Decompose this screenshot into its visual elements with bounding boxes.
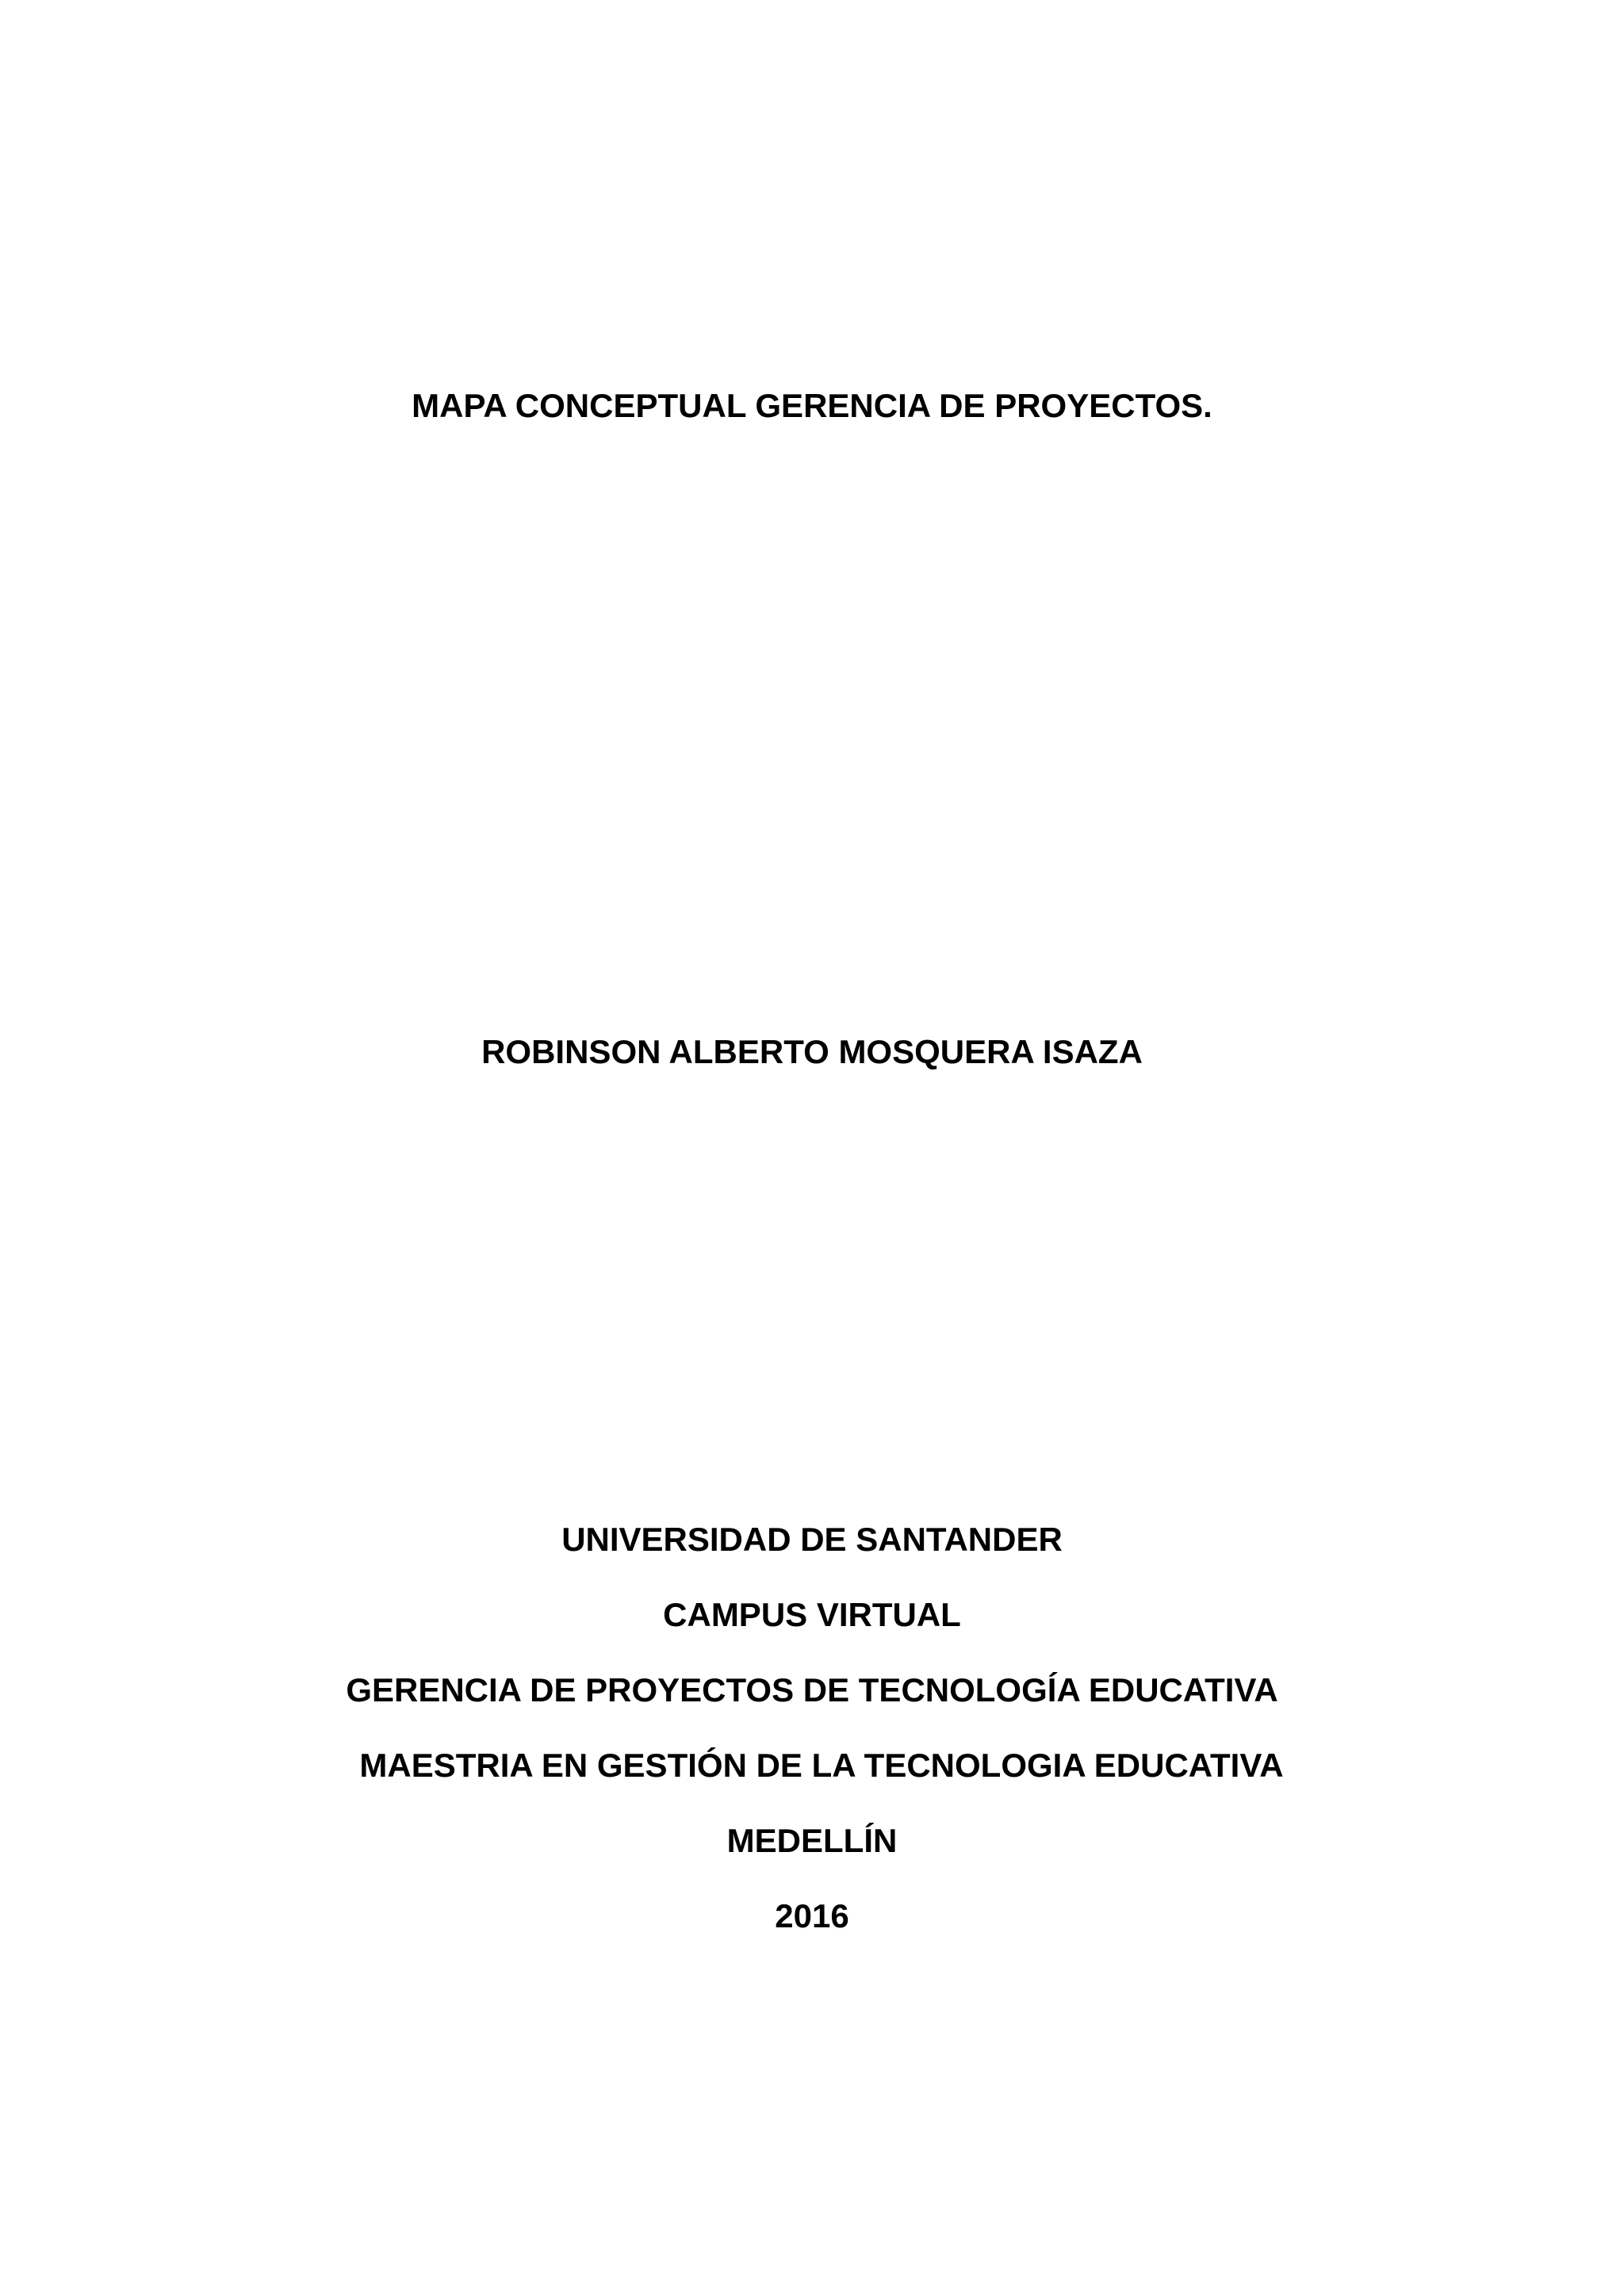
document-title: MAPA CONCEPTUAL GERENCIA DE PROYECTOS.: [412, 387, 1212, 424]
city-name: MEDELLÍN: [726, 1822, 898, 1859]
year: 2016: [775, 1897, 849, 1934]
author-name: ROBINSON ALBERTO MOSQUERA ISAZA: [481, 1033, 1143, 1070]
course-name: GERENCIA DE PROYECTOS DE TECNOLOGÍA EDUCATIVA: [346, 1671, 1278, 1709]
campus-name: CAMPUS VIRTUAL: [663, 1596, 961, 1633]
program-name: MAESTRIA EN GESTIÓN DE LA TECNOLOGIA EDUCATIVA: [359, 1747, 1284, 1784]
university-name: UNIVERSIDAD DE SANTANDER: [561, 1521, 1063, 1558]
